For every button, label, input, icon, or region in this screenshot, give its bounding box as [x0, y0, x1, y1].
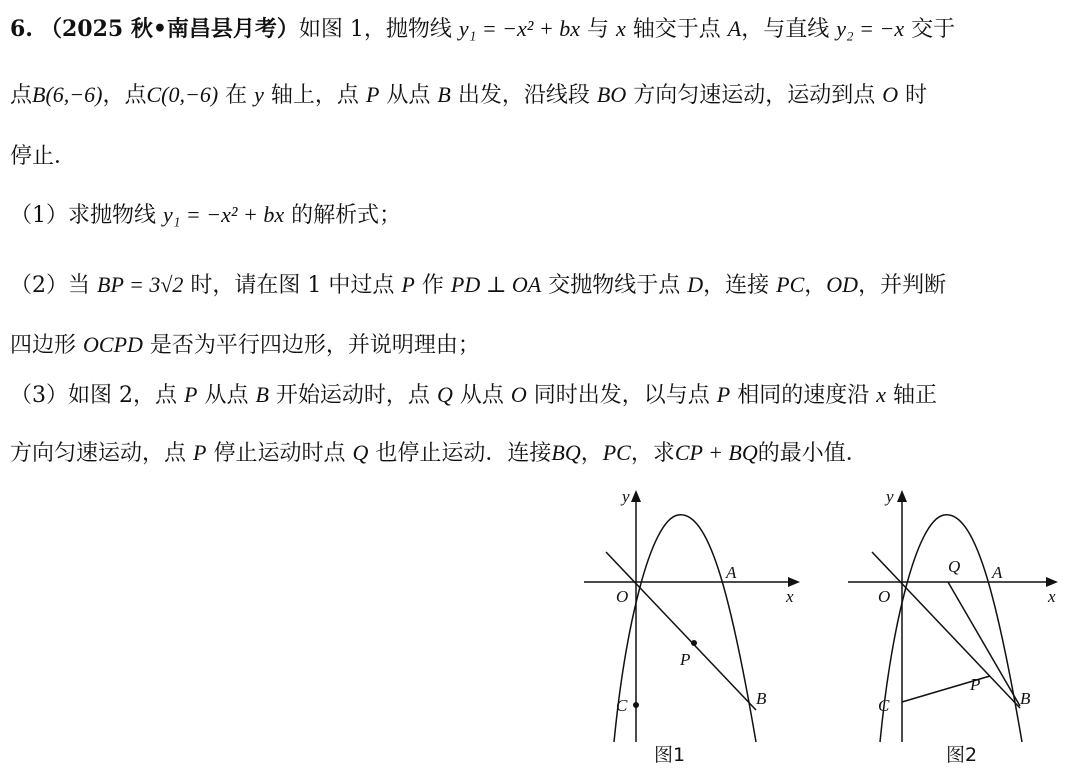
point-B-coord: B(6,−6)	[32, 82, 103, 107]
equation-parabola: y₁ = −x² + bx	[163, 202, 285, 227]
point-P-dot	[691, 640, 697, 646]
text: 在	[225, 83, 248, 108]
label-P: P	[970, 675, 981, 694]
point-B: B	[437, 82, 451, 107]
segment-PC: PC	[776, 272, 805, 297]
condition-BP: BP = 3√2	[97, 272, 184, 297]
text: 四边形	[10, 333, 77, 358]
problem-number: 6.	[10, 16, 33, 42]
point-Q: Q	[352, 440, 369, 465]
point-D: D	[687, 272, 704, 297]
var-y: y	[254, 82, 264, 107]
label-C: C	[878, 696, 890, 715]
point-P: P	[184, 382, 198, 407]
q3-label: （3）	[10, 383, 68, 408]
point-Q: Q	[436, 382, 453, 407]
perpendicular: PD ⊥ OA	[450, 272, 542, 297]
text: 从点	[459, 383, 504, 408]
x-axis-arrow-icon	[788, 577, 800, 587]
text: 是否为平行四边形，并说明理由；	[149, 333, 480, 358]
point-P: P	[401, 272, 415, 297]
figure-2	[844, 480, 1074, 750]
question-3-line-1	[10, 380, 1074, 411]
point-O: O	[882, 82, 899, 107]
y-axis-arrow-icon	[897, 490, 907, 502]
text: 轴上，点	[270, 83, 359, 108]
x-axis-arrow-icon	[1046, 577, 1058, 587]
label-O: O	[616, 587, 629, 606]
text: 停止运动时点	[213, 441, 346, 466]
label-A: A	[992, 563, 1003, 582]
figure-1	[580, 480, 810, 750]
segment-BO: BO	[596, 82, 627, 107]
text: 作	[421, 273, 444, 298]
text: 如图 1，抛物线	[298, 17, 452, 42]
equation-parabola: y₁ = −x² + bx	[458, 16, 580, 41]
text: ，	[804, 273, 827, 298]
text: 方向匀速运动，点	[10, 441, 187, 466]
text: 从点	[386, 83, 431, 108]
text: 交抛物线于点	[548, 273, 681, 298]
segment-BQ: BQ	[551, 440, 581, 465]
text: 当	[68, 273, 91, 298]
q2-label: （2）	[10, 273, 68, 298]
point-C-dot	[633, 702, 639, 708]
problem-source: （2025 秋•南昌县月考）	[39, 16, 299, 42]
text: 开始运动时，点	[275, 383, 430, 408]
text: 从点	[204, 383, 249, 408]
problem-line-1	[10, 14, 1074, 45]
text: 点	[10, 83, 33, 108]
expression: CP + BQ	[674, 440, 758, 465]
text: 时，请在图 1 中过点	[190, 273, 395, 298]
text: ，与直线	[741, 17, 830, 42]
text: 方向匀速运动，运动到点	[633, 83, 876, 108]
problem-line-3	[10, 142, 1074, 172]
text: 轴正	[892, 383, 937, 408]
text: 轴交于点	[632, 17, 721, 42]
label-Q: Q	[948, 557, 961, 576]
text: 时	[905, 83, 928, 108]
segment-OD: OD	[826, 272, 859, 297]
text: ，	[580, 441, 603, 466]
text: 也停止运动．连接	[375, 441, 552, 466]
label-P: P	[680, 650, 691, 669]
question-2-line-1	[10, 270, 1074, 301]
point-A: A	[727, 16, 742, 41]
text: ，连接	[703, 273, 770, 298]
question-3-line-2	[10, 438, 1074, 469]
figure-1-caption: 图1	[654, 744, 686, 766]
text: ，并判断	[858, 273, 947, 298]
text: 同时出发，以与点	[533, 383, 710, 408]
point-P: P	[716, 382, 731, 407]
text: 的解析式；	[291, 203, 402, 228]
equation-line: y₂ = −x	[836, 16, 905, 41]
point-P: P	[365, 82, 380, 107]
text: 求抛物线	[68, 203, 157, 228]
label-x: x	[1048, 587, 1056, 606]
q1-label: （1）	[10, 203, 68, 228]
point-B: B	[255, 382, 269, 407]
point-C-coord: C(0,−6)	[146, 82, 219, 107]
y-axis-arrow-icon	[631, 490, 641, 502]
question-1	[10, 200, 1074, 231]
figure-2-caption: 图2	[946, 744, 978, 766]
text: ，点	[102, 83, 147, 108]
segment-PC: PC	[602, 440, 631, 465]
label-B: B	[756, 689, 767, 708]
question-2-line-2	[10, 330, 1074, 361]
point-O: O	[510, 382, 527, 407]
text: 相同的速度沿	[737, 383, 870, 408]
text: 如图 2，点	[68, 383, 177, 408]
label-C: C	[616, 696, 628, 715]
text: 出发，沿线段	[457, 83, 590, 108]
label-B: B	[1020, 689, 1031, 708]
text: 的最小值．	[757, 441, 868, 466]
problem-line-2	[10, 80, 1074, 111]
label-A: A	[726, 563, 737, 582]
label-y: y	[622, 487, 630, 506]
text: ，求	[630, 441, 675, 466]
var-x: x	[876, 382, 886, 407]
quad-OCPD: OCPD	[83, 332, 143, 357]
text: 与	[587, 17, 610, 42]
label-O: O	[878, 587, 891, 606]
var-x: x	[616, 16, 626, 41]
text: 停止．	[10, 144, 77, 169]
label-y: y	[886, 487, 894, 506]
point-P: P	[193, 440, 207, 465]
text: 交于	[911, 17, 956, 42]
label-x: x	[786, 587, 794, 606]
